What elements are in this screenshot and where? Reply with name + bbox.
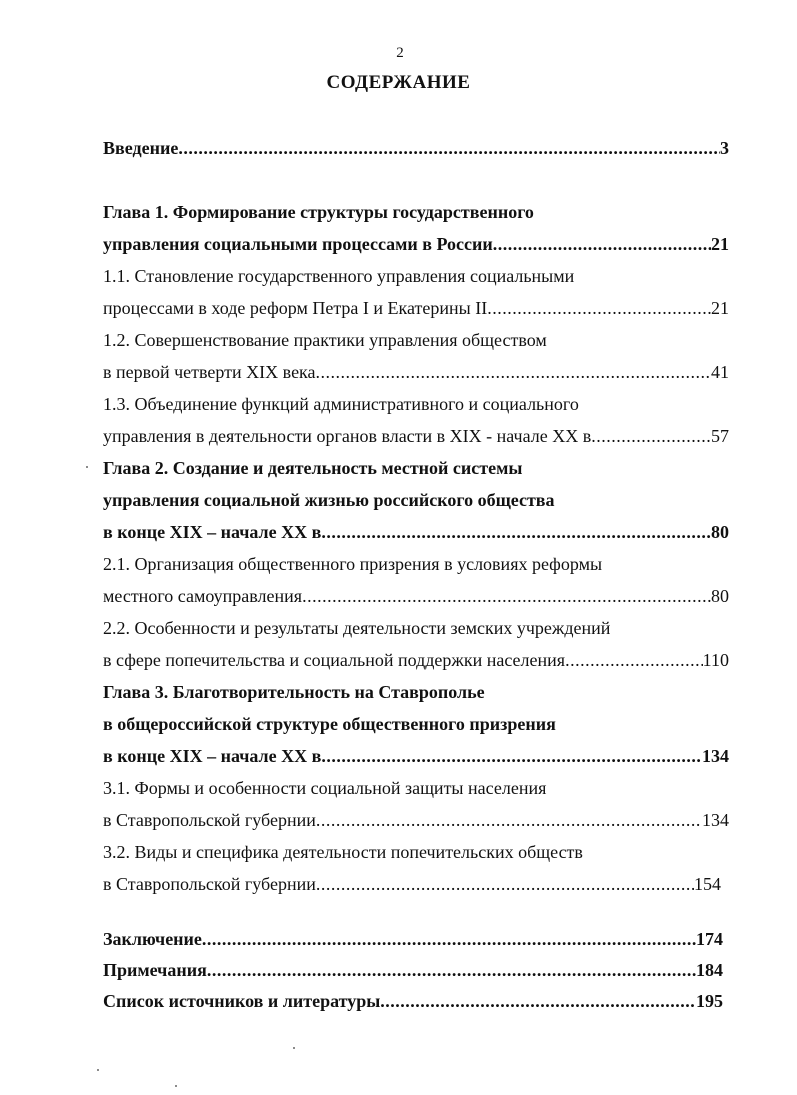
leader-dots — [302, 584, 711, 608]
toc-label: в Ставропольской губернии — [103, 810, 316, 830]
toc-entry-conclusion[interactable] — [103, 927, 723, 951]
leader-dots — [591, 424, 711, 448]
toc-page: 80 — [711, 586, 729, 606]
toc-label: управления в деятельности органов власти в XIX - начале XX в — [103, 426, 592, 446]
toc-section-3-1-title: 3.1. Формы и особенности социальной защиты населения — [103, 778, 547, 798]
toc-entry-section-1-3[interactable] — [103, 424, 729, 448]
toc-section-1-3-title: 1.3. Объединение функций административного и социального — [103, 394, 579, 414]
toc-section-2-2-title: 2.2. Особенности и результаты деятельности земских учреждений — [103, 618, 611, 638]
toc-section-1-1-title: 1.1. Становление государственного управления социальными — [103, 266, 575, 286]
leader-dots — [316, 808, 702, 832]
toc-entry-section-1-2[interactable] — [103, 360, 729, 384]
toc-page: 80 — [711, 522, 729, 542]
toc-label: в конце XIX – начале XX в — [103, 746, 322, 766]
leader-dots — [321, 744, 702, 768]
toc-page: 174 — [696, 929, 723, 949]
toc-entry-chapter-1[interactable] — [103, 232, 729, 256]
toc-page: 57 — [711, 426, 729, 446]
leader-dots — [321, 520, 711, 544]
toc-entry-chapter-2[interactable] — [103, 520, 729, 544]
leader-dots — [202, 927, 696, 951]
toc-page: 184 — [696, 960, 723, 980]
toc-label: в сфере попечительства и социальной поддержки населения — [103, 650, 566, 670]
leader-dots — [207, 958, 696, 982]
scan-speck — [293, 1047, 295, 1049]
toc-label: в первой четверти XIX века — [103, 362, 316, 382]
toc-entry-section-3-2[interactable] — [103, 872, 721, 896]
toc-label: в Ставропольской губернии — [103, 874, 316, 894]
toc-chapter-2-title-cont: управления социальной жизнью российского общества — [103, 490, 555, 510]
scan-speck — [175, 1085, 177, 1087]
toc-page: 41 — [711, 362, 729, 382]
leader-dots — [178, 136, 720, 160]
toc-entry-section-3-1[interactable] — [103, 808, 729, 832]
toc-page: 134 — [702, 810, 729, 830]
toc-chapter-3-title-cont: в общероссийской структуре общественного призрения — [103, 714, 556, 734]
toc-entry-section-1-1[interactable] — [103, 296, 729, 320]
toc-page: 110 — [702, 650, 729, 670]
toc-entry-sources[interactable] — [103, 989, 723, 1013]
toc-label: в конце XIX – начале XX в — [103, 522, 322, 542]
toc-chapter-2-title: Глава 2. Создание и деятельность местной системы — [103, 458, 523, 478]
page-number: 2 — [396, 45, 404, 61]
scan-speck — [86, 466, 88, 468]
toc-entry-intro[interactable] — [103, 136, 729, 160]
leader-dots — [493, 232, 711, 256]
leader-dots — [316, 872, 694, 896]
toc-label: Список источников и литературы — [103, 991, 381, 1011]
toc-label: управления социальными процессами в России — [103, 234, 493, 254]
toc-chapter-1-title: Глава 1. Формирование структуры государственного — [103, 202, 534, 222]
toc-page: 195 — [696, 991, 723, 1011]
leader-dots — [380, 989, 696, 1013]
scan-speck — [97, 1069, 99, 1071]
toc-entry-section-2-1[interactable] — [103, 584, 729, 608]
leader-dots — [487, 296, 711, 320]
toc-entry-notes[interactable] — [103, 958, 723, 982]
toc-page: 134 — [702, 746, 729, 766]
leader-dots — [316, 360, 711, 384]
toc-label: Введение — [103, 138, 179, 158]
toc-label: процессами в ходе реформ Петра I и Екатерины II — [103, 298, 488, 318]
toc-page: 3 — [720, 138, 729, 158]
toc-label: Примечания — [103, 960, 207, 980]
toc-page: 154 — [694, 874, 721, 894]
toc-label: Заключение — [103, 929, 202, 949]
toc-section-2-1-title: 2.1. Организация общественного призрения в условиях реформы — [103, 554, 603, 574]
toc-label: местного самоуправления — [103, 586, 303, 606]
toc-entry-section-2-2[interactable] — [103, 648, 729, 672]
toc-section-3-2-title: 3.2. Виды и специфика деятельности попечительских обществ — [103, 842, 583, 862]
page-title: СОДЕРЖАНИЕ — [326, 72, 471, 93]
toc-entry-chapter-3[interactable] — [103, 744, 729, 768]
toc-page: 21 — [711, 298, 729, 318]
leader-dots — [565, 648, 703, 672]
toc-section-1-2-title: 1.2. Совершенствование практики управления обществом — [103, 330, 547, 350]
toc-page: 21 — [711, 234, 729, 254]
toc-chapter-3-title: Глава 3. Благотворительность на Ставрополье — [103, 682, 485, 702]
